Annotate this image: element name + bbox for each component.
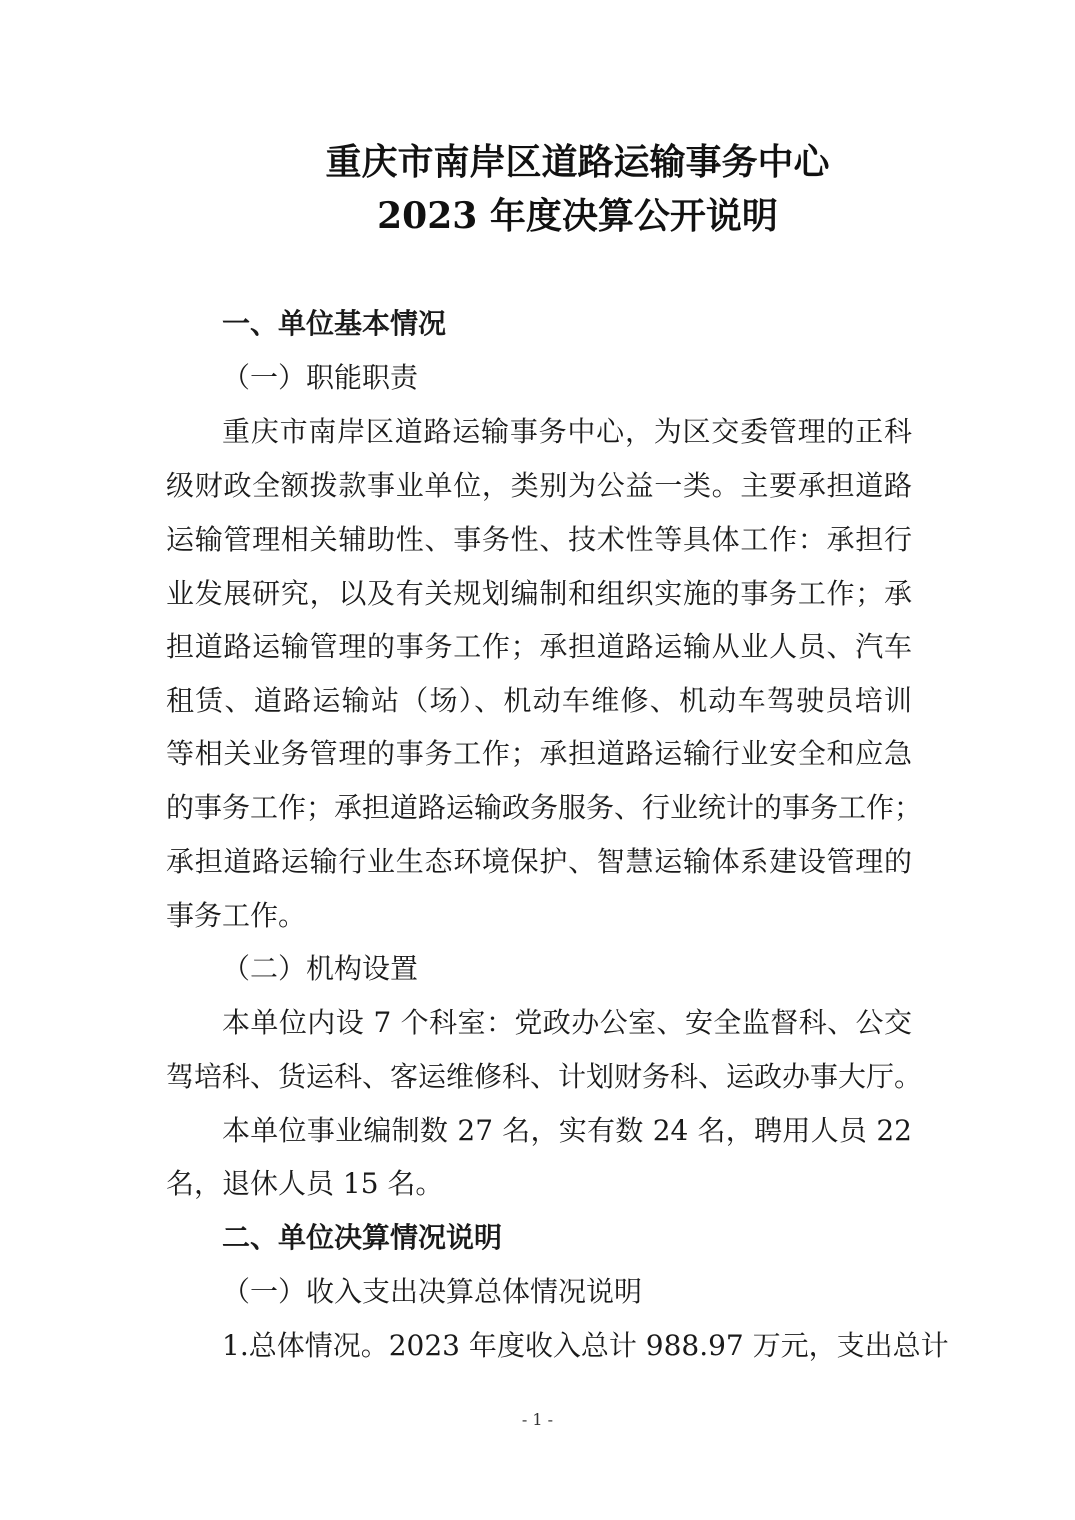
- section-heading-final-accounts: 二、单位决算情况说明: [222, 1221, 503, 1254]
- staff-paragraph-line: 本单位事业编制数 27 名，实有数 24 名，聘用人员 22: [222, 1114, 912, 1147]
- subheading-income-expenditure: （一）收入支出决算总体情况说明: [222, 1275, 643, 1308]
- duties-paragraph-line: 级财政全额拨款事业单位，类别为公益一类。主要承担道路: [166, 469, 912, 502]
- staff-paragraph-line: 名，退休人员 15 名。: [166, 1167, 444, 1200]
- duties-paragraph-line: 的事务工作；承担道路运输政务服务、行业统计的事务工作；: [166, 791, 923, 824]
- duties-paragraph-line: 承担道路运输行业生态环境保护、智慧运输体系建设管理的: [166, 845, 912, 878]
- duties-paragraph-line: 等相关业务管理的事务工作；承担道路运输行业安全和应急: [166, 737, 912, 770]
- document-title-line-2: 2023 年度决算公开说明: [377, 195, 778, 237]
- duties-paragraph-line: 租赁、道路运输站（场）、机动车维修、机动车驾驶员培训: [166, 684, 912, 717]
- duties-paragraph-line: 担道路运输管理的事务工作；承担道路运输从业人员、汽车: [166, 630, 912, 663]
- summary-paragraph-line: 1.总体情况。2023 年度收入总计 988.97 万元，支出总计: [222, 1329, 949, 1362]
- organization-paragraph-line: 本单位内设 7 个科室：党政办公室、安全监督科、公交: [222, 1006, 912, 1039]
- document-title-line-1: 重庆市南岸区道路运输事务中心: [325, 141, 830, 183]
- duties-paragraph-line: 重庆市南岸区道路运输事务中心，为区交委管理的正科: [222, 415, 912, 448]
- duties-paragraph-line: 业发展研究，以及有关规划编制和组织实施的事务工作；承: [166, 577, 912, 610]
- duties-paragraph-line: 运输管理相关辅助性、事务性、技术性等具体工作：承担行: [166, 523, 912, 556]
- section-heading-basic-info: 一、单位基本情况: [222, 307, 447, 340]
- duties-paragraph-line: 事务工作。: [166, 899, 307, 932]
- subheading-organization: （二）机构设置: [222, 952, 419, 985]
- page-number: - 1 -: [521, 1410, 554, 1429]
- subheading-duties: （一）职能职责: [222, 361, 419, 394]
- organization-paragraph-line: 驾培科、货运科、客运维修科、计划财务科、运政办事大厅。: [166, 1060, 923, 1093]
